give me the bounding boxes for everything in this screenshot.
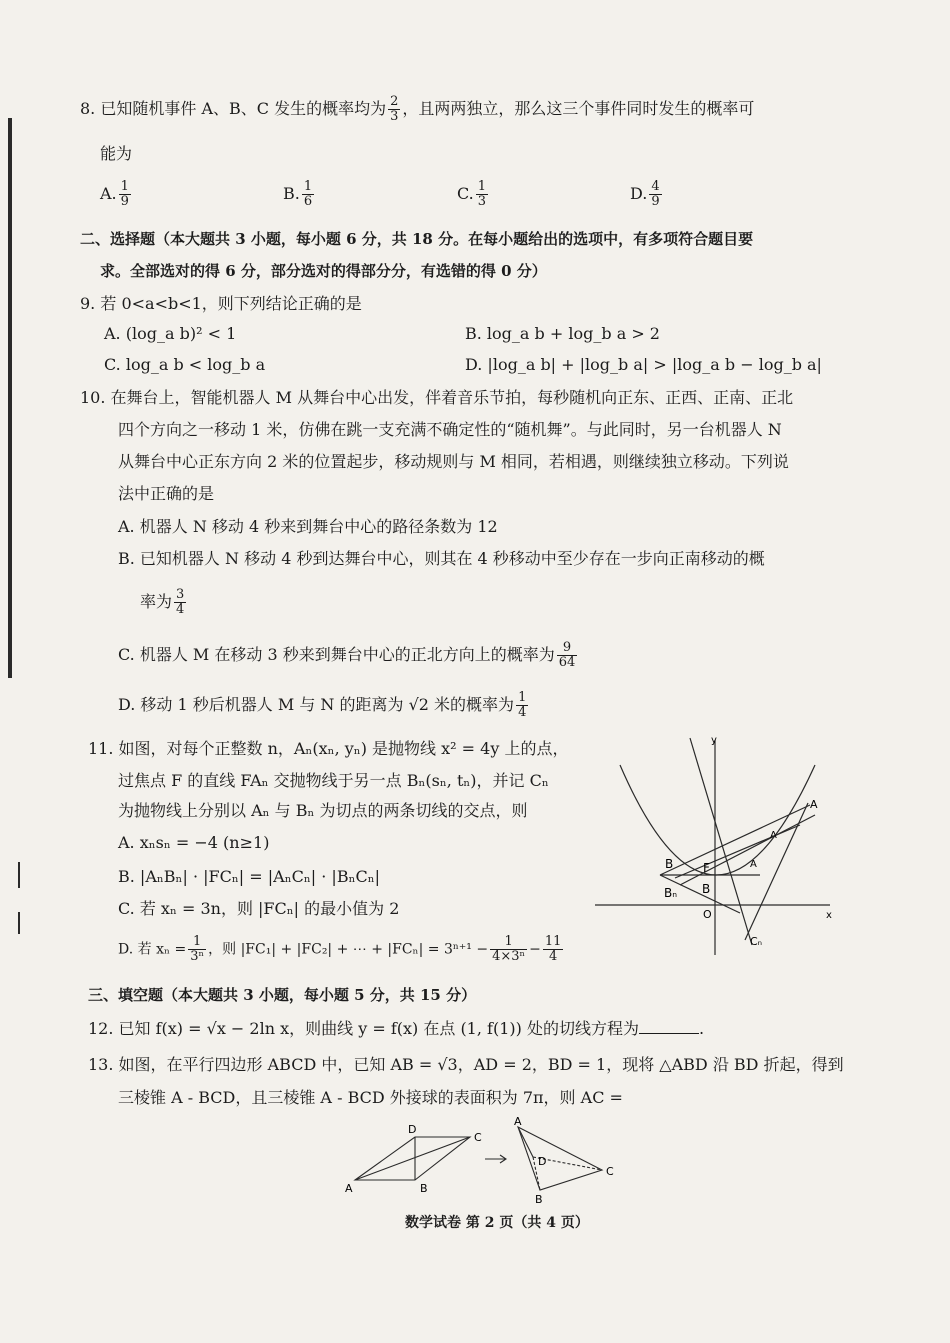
parabola-curve bbox=[620, 765, 815, 875]
q10-option-b: B. 已知机器人 N 移动 4 秒到达舞台中心，则其在 4 秒移动中至少存在一步向正南移动的概 bbox=[118, 549, 765, 568]
q13-line1: 13. 如图，在平行四边形 ABCD 中，已知 AB = √3，AD = 2，BD = 1，现将 △ABD 沿 BD 折起，得到 bbox=[88, 1055, 844, 1074]
fig-label-d: D bbox=[408, 1123, 417, 1136]
fig-label-a: A bbox=[345, 1182, 353, 1195]
q10-line2: 四个方向之一移动 1 米，仿佛在跳一支充满不确定性的“随机舞”。与此同时，另一台机器人 N bbox=[118, 420, 782, 439]
fig-label-b: B bbox=[420, 1182, 428, 1195]
q10-line1: 10. 在舞台上，智能机器人 M 从舞台中心出发，伴着音乐节拍，每秒随机向正东、正西、正南、正北 bbox=[80, 388, 794, 407]
fig-label-d2: D bbox=[538, 1155, 547, 1168]
q9-option-d: D. |log_a b| + |log_b a| > |log_a b − log_b a| bbox=[465, 355, 822, 374]
fig-label-bn: Bₙ bbox=[664, 886, 678, 900]
q9-stem: 9. 若 0<a<b<1，则下列结论正确的是 bbox=[80, 294, 362, 313]
scan-edge-mark bbox=[18, 862, 20, 888]
q10-line4: 法中正确的是 bbox=[118, 484, 215, 503]
q12-answer-blank bbox=[639, 1019, 699, 1034]
fig-label-c2: C bbox=[606, 1165, 614, 1178]
q13-line2: 三棱锥 A - BCD，且三棱锥 A - BCD 外接球的表面积为 7π，则 AC = bbox=[118, 1088, 623, 1107]
section3-header: 三、填空题（本大题共 3 小题，每小题 5 分，共 15 分） bbox=[88, 986, 477, 1004]
q9-option-b: B. log_a b + log_b a > 2 bbox=[465, 324, 660, 343]
q11-option-b: B. |AₙBₙ| · |FCₙ| = |AₙCₙ| · |BₙCₙ| bbox=[118, 867, 381, 886]
fig-label-b: B bbox=[665, 857, 674, 871]
section2-header-cont: 求。全部选对的得 6 分，部分选对的得部分分，有选错的得 0 分） bbox=[100, 262, 547, 280]
q12-stem: 12. 已知 f(x) = √x − 2ln x，则曲线 y = f(x) 在点 (1, f(1)) 处的切线方程为 . bbox=[88, 1019, 705, 1038]
tetra-face bbox=[518, 1127, 602, 1190]
q8-option-c: C. $\frac{1}{3}$ bbox=[457, 179, 487, 209]
q11-line3: 为抛物线上分别以 Aₙ 与 Bₙ 为切点的两条切线的交点，则 bbox=[118, 801, 528, 820]
page-footer: 数学试卷 第 2 页（共 4 页） bbox=[405, 1215, 589, 1231]
q10-line3: 从舞台中心正东方向 2 米的位置起步，移动规则与 M 相同，若相遇，则继续独立移动。下列说 bbox=[118, 452, 789, 471]
q11-line2: 过焦点 F 的直线 FAₙ 交抛物线于另一点 Bₙ(sₙ, tₙ)，并记 Cₙ bbox=[118, 771, 549, 790]
q8-line2: 能为 bbox=[100, 144, 133, 163]
fig-label-cn: Cₙ bbox=[750, 935, 763, 948]
fig-label-b2: B bbox=[535, 1193, 543, 1205]
section2-header: 二、选择题（本大题共 3 小题，每小题 6 分，共 18 分。在每小题给出的选项中，有多项符合题目要 bbox=[80, 230, 754, 248]
q11-parabola-figure bbox=[590, 735, 840, 960]
line-cn bbox=[690, 738, 752, 945]
q10-option-c: C. 机器人 M 在移动 3 秒来到舞台中心的正北方向上的概率为 $\frac{9}{64}$ bbox=[118, 640, 576, 670]
fig-label-a: A bbox=[810, 798, 818, 811]
fig-label-c: C bbox=[474, 1131, 482, 1144]
q11-line1: 11. 如图，对每个正整数 n，Aₙ(xₙ, yₙ) 是抛物线 x² = 4y 上的点， bbox=[88, 739, 569, 758]
fig-label-o: O bbox=[703, 908, 712, 921]
q11-option-d: D. 若 xₙ = $\frac{1}{\text{3ⁿ}}$ ，则 |FC₁| + |FC₂| + ⋯ + |FCₙ| = 3ⁿ⁺¹ − $\frac{1}{\text{4×3ⁿ}}$ − $\frac{11}{4}$ bbox=[118, 934, 562, 964]
q9-option-a: A. (log_a b)² < 1 bbox=[104, 324, 237, 343]
q8-option-b: B. $\frac{1}{6}$ bbox=[283, 179, 313, 209]
q13-fold-figure bbox=[340, 1115, 630, 1205]
diag-ac bbox=[355, 1137, 470, 1180]
q11-option-c: C. 若 xₙ = 3n，则 |FCₙ| 的最小值为 2 bbox=[118, 899, 400, 918]
q10-option-b-cont: 率为 $\frac{3}{4}$ bbox=[140, 587, 185, 617]
q10-option-a: A. 机器人 N 移动 4 秒来到舞台中心的路径条数为 12 bbox=[118, 517, 498, 536]
fig-label-a2: A bbox=[514, 1115, 522, 1128]
fig-label-a-sub: A bbox=[770, 830, 777, 841]
fig-label-a-sub2: A bbox=[750, 859, 757, 870]
q11-option-a: A. xₙsₙ = −4 (n≥1) bbox=[118, 833, 270, 852]
fig-label-b2: B bbox=[702, 882, 711, 896]
q8-option-a: A. $\frac{1}{9}$ bbox=[100, 179, 129, 209]
scan-edge-mark bbox=[8, 118, 12, 678]
q8-line1: 8. 已知随机事件 A、B、C 发生的概率均为 $\frac{2}{3}$ ，且两两独立，那么这三个事件同时发生的概率可 bbox=[80, 94, 755, 124]
fig-label-y: y bbox=[711, 735, 717, 746]
fig-label-f: F bbox=[703, 861, 710, 875]
q8-option-d: D. $\frac{4}{9}$ bbox=[630, 179, 660, 209]
fig-label-x: x bbox=[826, 910, 832, 921]
q9-option-c: C. log_a b < log_b a bbox=[104, 355, 266, 374]
line-fan bbox=[660, 805, 810, 875]
tetra-edge-ad bbox=[518, 1127, 533, 1157]
scan-edge-mark bbox=[18, 912, 20, 934]
q10-option-d: D. 移动 1 秒后机器人 M 与 N 的距离为 √2 米的概率为 $\frac{1}{4}$ bbox=[118, 690, 527, 720]
